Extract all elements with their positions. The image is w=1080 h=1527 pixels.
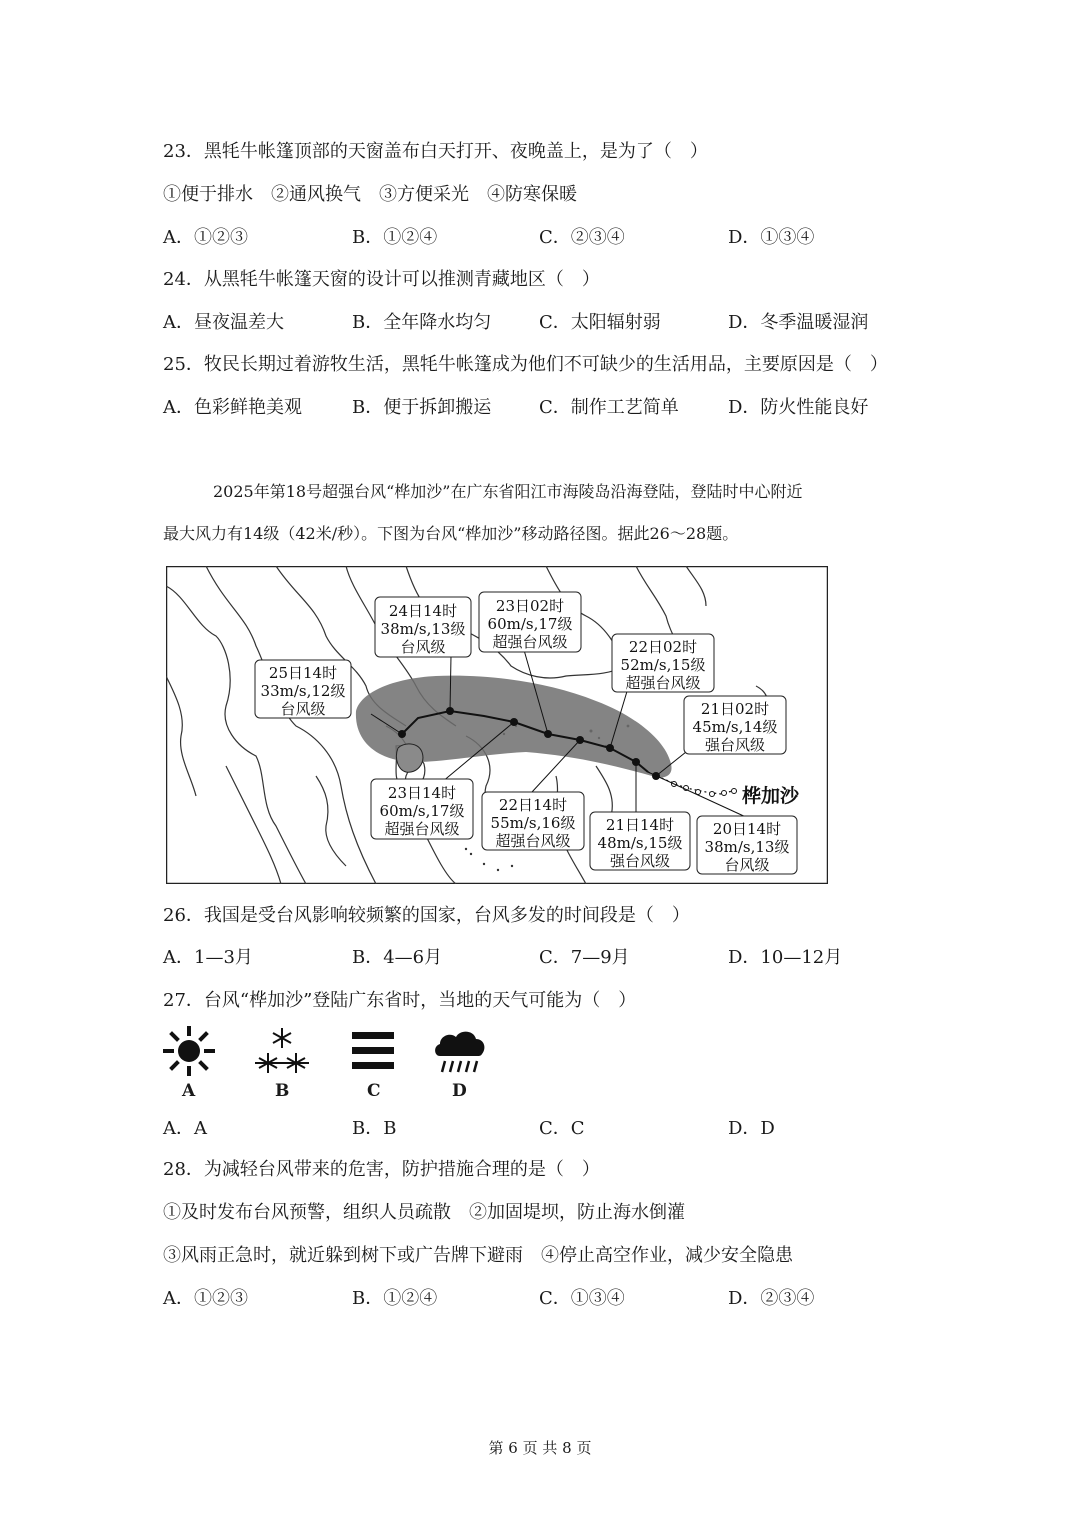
label-20d14-time: 20日14时: [712, 820, 782, 838]
q23-stem: 23．黑牦牛帐篷顶部的天窗盖布白天打开、夜晚盖上，是为了（ ）: [163, 141, 708, 162]
label-21d02-time: 21日02时: [700, 700, 770, 718]
q25-options: [163, 396, 923, 420]
page-number: 第 6 页 共 8 页: [488, 1439, 592, 1457]
label-24d14-class: 台风级: [400, 638, 446, 656]
label-22d02-speed: 52m/s,15级: [620, 656, 706, 674]
q23-options: [163, 226, 923, 250]
sunny-icon: [162, 1026, 216, 1080]
q25-stem: 25．牧民长期过着游牧生活，黑牦牛帐篷成为他们不可缺少的生活用品，主要原因是（ ）: [163, 354, 888, 375]
label-23d14-class: 超强台风级: [384, 820, 460, 838]
q28-items-1: ①及时发布台风预警，组织人员疏散 ②加固堤坝，防止海水倒灌: [163, 1202, 685, 1223]
q27-option-c: C．C: [539, 1118, 585, 1139]
q24-option-d: D．冬季温暖湿润: [728, 312, 869, 333]
q27-option-d: D．D: [728, 1118, 775, 1139]
label-23d14-speed: 60m/s,17级: [379, 802, 465, 820]
q25-option-d: D．防火性能良好: [728, 397, 869, 418]
q28-option-a: A．①②③: [163, 1288, 248, 1309]
label-22d14-time: 22日14时: [498, 796, 568, 814]
typhoon-name-label: 桦加沙: [742, 785, 800, 807]
label-21d14-speed: 48m/s,15级: [597, 834, 683, 852]
symbol-label-a: A: [182, 1081, 196, 1101]
label-22d14-class: 超强台风级: [495, 832, 571, 850]
q27-option-b: B．B: [352, 1118, 397, 1139]
label-20d14-speed: 38m/s,13级: [704, 838, 790, 856]
label-25d14-class: 台风级: [280, 700, 326, 718]
q25-option-a: A．色彩鲜艳美观: [163, 397, 302, 418]
q23-option-c: C．②③④: [539, 227, 625, 248]
label-24d14-time: 24日14时: [388, 602, 458, 620]
label-23d02-class: 超强台风级: [492, 633, 568, 651]
q28-option-d: D．②③④: [728, 1288, 815, 1309]
symbol-label-d: D: [452, 1081, 467, 1101]
q24-option-b: B．全年降水均匀: [352, 312, 492, 333]
label-21d02-speed: 45m/s,14级: [692, 718, 778, 736]
label-21d14-class: 强台风级: [609, 852, 671, 870]
q27-options: [163, 1117, 923, 1141]
label-22d14-speed: 55m/s,16级: [490, 814, 576, 832]
q26-stem: 26．我国是受台风影响较频繁的国家，台风多发的时间段是（ ）: [163, 905, 690, 926]
q28-option-b: B．①②④: [352, 1288, 438, 1309]
q23-option-b: B．①②④: [352, 227, 438, 248]
label-23d02-speed: 60m/s,17级: [487, 615, 573, 633]
q25-option-b: B．便于拆卸搬运: [352, 397, 492, 418]
q28-options: [163, 1287, 923, 1311]
label-22d02-class: 超强台风级: [625, 674, 701, 692]
label-25d14-time: 25日14时: [268, 664, 338, 682]
q28-items-2: ③风雨正急时，就近躲到树下或广告牌下避雨 ④停止高空作业，减少安全隐患: [163, 1245, 793, 1266]
q24-stem: 24．从黑牦牛帐篷天窗的设计可以推测青藏地区（ ）: [163, 269, 600, 290]
q28-option-c: C．①③④: [539, 1288, 625, 1309]
q27-option-a: A．A: [163, 1118, 207, 1139]
q23-option-a: A．①②③: [163, 227, 248, 248]
q26-option-a: A．1—3月: [163, 947, 253, 968]
label-23d14-time: 23日14时: [387, 784, 457, 802]
q24-options: [163, 311, 923, 335]
q24-option-a: A．昼夜温差大: [163, 312, 284, 333]
intro-line-1: 2025年第18号超强台风“桦加沙”在广东省阳江市海陵岛沿海登陆，登陆时中心附近: [213, 482, 803, 501]
q26-option-d: D．10—12月: [728, 947, 843, 968]
label-21d14-time: 21日14时: [605, 816, 675, 834]
q23-items: ①便于排水 ②通风换气 ③方便采光 ④防寒保暖: [163, 184, 577, 205]
snow-icon: [253, 1026, 311, 1080]
q26-options: [163, 946, 923, 970]
label-25d14-speed: 33m/s,12级: [260, 682, 346, 700]
q27-stem: 27．台风“桦加沙”登陆广东省时，当地的天气可能为（ ）: [163, 990, 637, 1011]
q26-option-b: B．4—6月: [352, 947, 443, 968]
q23-option-d: D．①③④: [728, 227, 815, 248]
label-21d02-class: 强台风级: [704, 736, 766, 754]
symbol-label-c: C: [367, 1081, 381, 1101]
typhoon-track-map: [166, 566, 828, 884]
q28-stem: 28．为减轻台风带来的危害，防护措施合理的是（ ）: [163, 1159, 600, 1180]
label-22d02-time: 22日02时: [628, 638, 698, 656]
fog-icon: [350, 1026, 396, 1080]
q24-option-c: C．太阳辐射弱: [539, 312, 661, 333]
intro-line-2: 最大风力有14级（42米/秒）。下图为台风“桦加沙”移动路径图。据此26～28题。: [163, 524, 739, 543]
q25-option-c: C．制作工艺简单: [539, 397, 679, 418]
label-24d14-speed: 38m/s,13级: [380, 620, 466, 638]
label-20d14-class: 台风级: [724, 856, 770, 874]
label-23d02-time: 23日02时: [495, 597, 565, 615]
q26-option-c: C．7—9月: [539, 947, 630, 968]
typhoon-track-map-svg: [166, 566, 828, 884]
rain-icon: [432, 1026, 488, 1080]
symbol-label-b: B: [275, 1081, 290, 1101]
